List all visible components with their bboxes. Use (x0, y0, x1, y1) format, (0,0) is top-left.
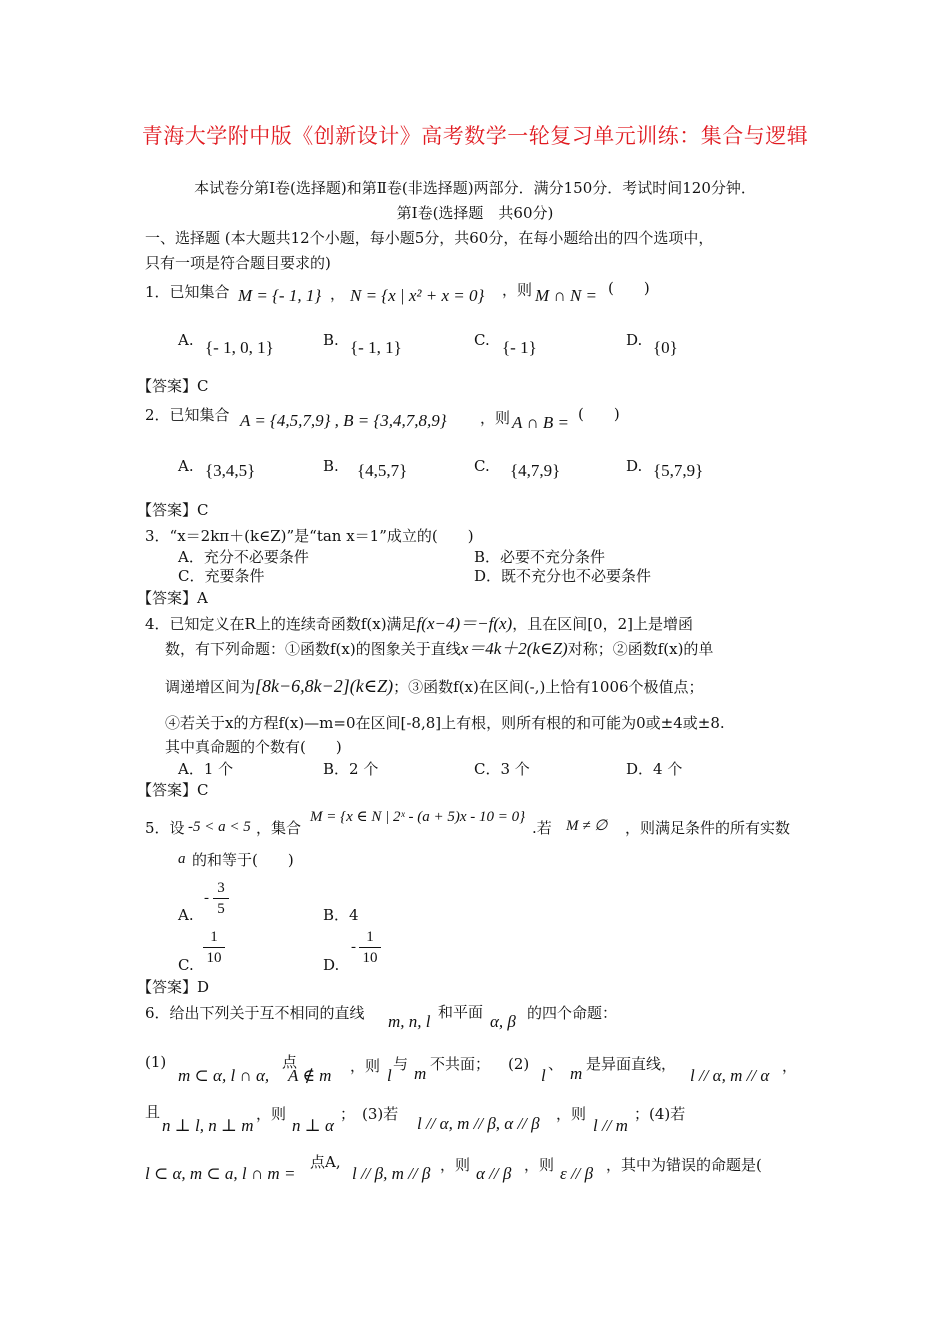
q5-if: .若 (532, 819, 552, 837)
q2-sets: A = {4,5,7,9} , B = {3,4,7,8,9} (240, 411, 447, 430)
q3-stem: 3．“x＝2kπ＋(k∈Z)”是“tan x＝1”成立的( ) (145, 527, 474, 545)
q6-stem: 6．给出下列关于互不相同的直线 (145, 1004, 365, 1022)
q5-option-a-fraction: 3 5 (213, 879, 229, 918)
q1-expression: M ∩ N = (535, 286, 597, 305)
q6-p4-expr3: α // β (476, 1164, 512, 1183)
q5-nonempty: M ≠ ∅ (566, 818, 608, 834)
q6-p1-expr2: A ∉ m (288, 1066, 332, 1085)
q3-option-c: C．充要条件 (178, 567, 265, 585)
q5-option-d-fraction: 1 10 (359, 928, 381, 967)
q2-stem: 2．已知集合 (145, 406, 230, 424)
q6-p2-expr3: n ⊥ α (292, 1116, 334, 1135)
q6-p1-yu: 与 (393, 1055, 409, 1073)
q5-option-b: B．4 (323, 906, 359, 924)
q6-p3-label: (3)若 (362, 1105, 399, 1123)
q1-option-c-label: C. (474, 331, 490, 349)
q1-then: ，则 (502, 281, 533, 299)
q5-stem: 5．设 (145, 819, 185, 837)
q4-line2: 数，有下列命题：①函数f(x)的图象关于直线x＝4k＋2(k∈Z)对称；②函数f(x)的单 (165, 639, 714, 658)
document-title: 青海大学附中版《创新设计》高考数学一轮复习单元训练：集合与逻辑 (141, 124, 809, 148)
q5-condition: -5 < a < 5 (188, 819, 251, 835)
q6-p3-expr2: l // m (593, 1116, 628, 1135)
q2-option-c: {4,7,9} (510, 461, 561, 480)
q2-option-c-label: C. (474, 457, 490, 475)
section-instructions-line1: 一、选择题 (本大题共12个小题，每小题5分，共60分，在每小题给出的四个选项中， (145, 229, 714, 247)
q6-p4-dian: 点A, (310, 1153, 341, 1171)
q6-p1-expr: m ⊂ α, l ∩ α, (178, 1066, 270, 1085)
q6-p1-m: m (414, 1064, 427, 1083)
q2-option-a: {3,4,5} (205, 461, 256, 480)
q6-p1-dian: 点 (282, 1053, 298, 1071)
q6-p2-m: m (570, 1064, 583, 1083)
q1-option-d-label: D. (626, 331, 643, 349)
q6-p2-dun: 、 (548, 1055, 564, 1073)
q1-paren: ( ) (608, 279, 650, 297)
q5-option-d-label: D. (323, 956, 340, 974)
q4-option-c: C．3 个 (474, 760, 530, 778)
q5-set: M = {x ∈ N | 2ˣ - (a + 5)x - 10 = 0} (310, 809, 526, 825)
q6-p2-expr2: n ⊥ l, n ⊥ m (162, 1116, 254, 1135)
q6-p1-label: (1) (145, 1053, 167, 1071)
q1-option-b-label: B. (323, 331, 339, 349)
q3-option-a: A．充分不必要条件 (178, 548, 309, 566)
q6-p1-l: l (387, 1066, 392, 1085)
q5-option-c-fraction: 1 10 (203, 928, 225, 967)
q1-option-b: {- 1, 1} (350, 338, 402, 357)
q2-paren: ( ) (578, 405, 620, 423)
q6-p4-then: ，则 (440, 1156, 471, 1174)
section-instructions-line2: 只有一项是符合题目要求的) (145, 254, 331, 272)
q3-option-b: B．必要不充分条件 (474, 548, 606, 566)
q4-answer: 【答案】C (137, 781, 209, 799)
q6-p4-expr4: ε // β (560, 1164, 594, 1183)
q6-p2-label: (2) (508, 1055, 530, 1073)
q2-option-b-label: B. (323, 457, 339, 475)
q6-p2-semi: ； (340, 1105, 356, 1123)
part-one-heading: 第Ⅰ卷(选择题 共60分) (396, 204, 554, 222)
q1-option-c: {- 1} (502, 338, 537, 357)
q5-answer: 【答案】D (137, 978, 210, 996)
q4-option-b: B．2 个 (323, 760, 379, 778)
q4-line3: 调递增区间为[8k−6,8k−2](k∈Z)；③函数f(x)在区间(-,)上恰有1006个极值点； (165, 676, 704, 696)
q5-line2: 的和等于( ) (192, 851, 294, 869)
q4-line4: ④若关于x的方程f(x)—m=0在区间[-8,8]上有根，则所有根的和可能为0或±4或±8. (165, 714, 725, 732)
q1-option-d: {0} (653, 338, 678, 357)
q1-comma: ， (330, 285, 346, 303)
q4-option-a: A．1 个 (178, 760, 234, 778)
q4-line1: 4．已知定义在R上的连续奇函数f(x)满足f(x−4)＝−f(x)，且在区间[0，2]上是增函 (145, 614, 693, 633)
q6-p2-skew: 是异面直线， (586, 1055, 677, 1073)
q1-option-a-label: A. (178, 331, 194, 349)
q6-planes: α, β (490, 1012, 516, 1031)
q5-option-a-sign: - (204, 890, 209, 906)
q6-p4-label: ；(4)若 (634, 1105, 686, 1123)
q6-p2-then: ，则 (256, 1105, 287, 1123)
exam-intro: 本试卷分第Ⅰ卷(选择题)和第Ⅱ卷(非选择题)两部分．满分150分．考试时间120分钟． (194, 179, 756, 197)
q6-p1-noplane: 不共面； (430, 1055, 491, 1073)
q6-lines: m, n, l (388, 1012, 431, 1031)
q6-p4-then2: ，则 (524, 1156, 555, 1174)
q4-option-d: D．4 个 (626, 760, 683, 778)
q1-stem: 1．已知集合 (145, 283, 230, 301)
q5-mid: ，集合 (256, 819, 302, 837)
q6-four: 的四个命题： (527, 1004, 618, 1022)
q6-and-planes: 和平面 (438, 1003, 484, 1021)
q1-answer: 【答案】C (137, 377, 209, 395)
q1-set-m: M = {- 1, 1} (238, 286, 322, 305)
q5-option-a-label: A. (178, 906, 194, 924)
q6-p4-expr: l ⊂ α, m ⊂ a, l ∩ m = (145, 1164, 296, 1183)
q6-p1-then: ，则 (350, 1057, 381, 1075)
q2-option-a-label: A. (178, 457, 194, 475)
q6-p2-expr: l // α, m // α (690, 1066, 770, 1085)
q6-p3-expr: l // α, m // β, α // β (417, 1114, 540, 1133)
q5-option-d-sign: - (351, 939, 356, 955)
q6-end: ，其中为错误的命题是( (606, 1156, 762, 1174)
q1-option-a: {- 1, 0, 1} (205, 338, 274, 357)
q5-rest: ，则满足条件的所有实数 (625, 819, 791, 837)
q2-then: ，则 (480, 409, 511, 427)
q2-option-b: {4,5,7} (357, 461, 408, 480)
q5-option-c-label: C. (178, 956, 194, 974)
q4-line5: 其中真命题的个数有( ) (165, 738, 342, 756)
q6-p4-expr2: l // β, m // β (352, 1164, 431, 1183)
q1-set-n: N = {x | x² + x = 0} (350, 286, 485, 305)
q2-option-d: {5,7,9} (653, 461, 704, 480)
q2-answer: 【答案】C (137, 501, 209, 519)
q3-option-d: D．既不充分也不必要条件 (474, 567, 652, 585)
q2-expression: A ∩ B = (512, 413, 569, 432)
q6-p2-comma: ， (782, 1057, 798, 1075)
q6-p3-then: ，则 (556, 1105, 587, 1123)
q5-variable: a (178, 851, 186, 867)
q3-answer: 【答案】A (137, 589, 208, 607)
q6-p2-qie: 且 (145, 1103, 161, 1121)
q2-option-d-label: D. (626, 457, 643, 475)
q6-p2-l: l (541, 1066, 546, 1085)
